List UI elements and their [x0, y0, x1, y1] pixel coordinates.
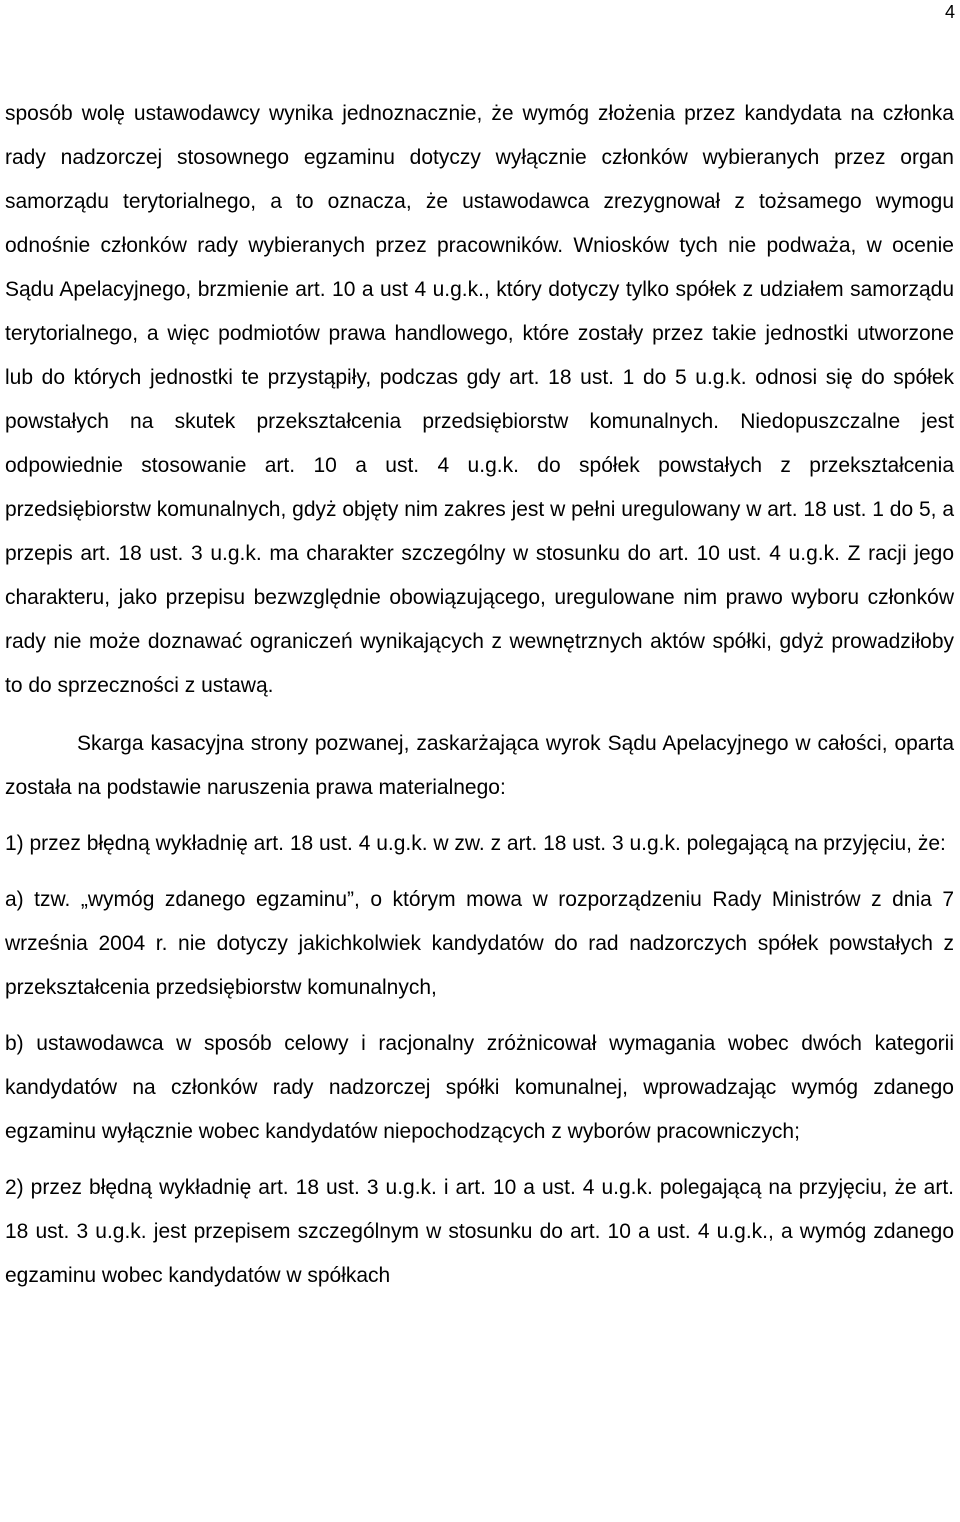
list-item-point-1b: b) ustawodawca w sposób celowy i racjonalny zróżnicował wymagania wobec dwóch kategorii kandydatów na członków rady nadzorczej spółki komunalnej, wprowadzając wymóg zdanego egzaminu wyłącznie wobec kandydatów niepochodzących z wyborów pracowniczych; [5, 1032, 954, 1143]
list-item-point-1a: a) tzw. „wymóg zdanego egzaminu”, o którym mowa w rozporządzeniu Rady Ministrów z dnia 7 września 2004 r. nie dotyczy jakichkolwiek kandydatów do rad nadzorczych spółek powstałych z przekształcenia przedsiębiorstw komunalnych, [5, 888, 954, 999]
page-number: 4 [944, 2, 955, 22]
list-item-point-1: 1) przez błędną wykładnię art. 18 ust. 4 u.g.k. w zw. z art. 18 ust. 3 u.g.k. polegającą na przyjęciu, że: [5, 832, 946, 855]
body-paragraph-continuation: sposób wolę ustawodawcy wynika jednoznacznie, że wymóg złożenia przez kandydata na członka rady nadzorczej stosownego egzaminu dotyczy wyłącznie członków wybieranych przez organ samorządu terytorialnego, a to oznacza, że ustawodawca zrezygnował z tożsamego wymogu odnośnie członków rady wybieranych przez pracowników. Wniosków tych nie podważa, w ocenie Sądu Apelacyjnego, brzmienie art. 10 a ust 4 u.g.k., który dotyczy tylko spółek z udziałem samorządu terytorialnego, a więc podmiotów prawa handlowego, które zostały przez takie jednostki utworzone lub do których jednostki te przystąpiły, podczas gdy art. 18 ust. 1 do 5 u.g.k. odnosi się do spółek powstałych na skutek przekształcenia przedsiębiorstw komunalnych. Niedopuszczalne jest odpowiednie stosowanie art. 10 a ust. 4 u.g.k. do spółek powstałych z przekształcenia przedsiębiorstw komunalnych, gdyż objęty nim zakres jest w pełni uregulowany w art. 18 ust. 1 do 5, a przepis art. 18 ust. 3 u.g.k. ma charakter szczególny w stosunku do art. 10 ust. 4 u.g.k. Z racji jego charakteru, jako przepisu bezwzględnie obowiązującego, uregulowane nim prawo wyboru członków rady nie może doznawać ograniczeń wynikających z wewnętrznych aktów spółki, gdyż prowadziłoby to do sprzeczności z ustawą. [5, 102, 954, 697]
list-item-point-2: 2) przez błędną wykładnię art. 18 ust. 3 u.g.k. i art. 10 a ust. 4 u.g.k. polegającą na przyjęciu, że art. 18 ust. 3 u.g.k. jest przepisem szczególnym w stosunku do art. 10 a ust. 4 u.g.k., a wymóg zdanego egzaminu wobec kandydatów w spółkach [5, 1176, 954, 1287]
body-paragraph-cassation-complaint: Skarga kasacyjna strony pozwanej, zaskarżająca wyrok Sądu Apelacyjnego w całości, oparta została na podstawie naruszenia prawa materialnego: [5, 732, 954, 799]
document-body [5, 92, 954, 1298]
